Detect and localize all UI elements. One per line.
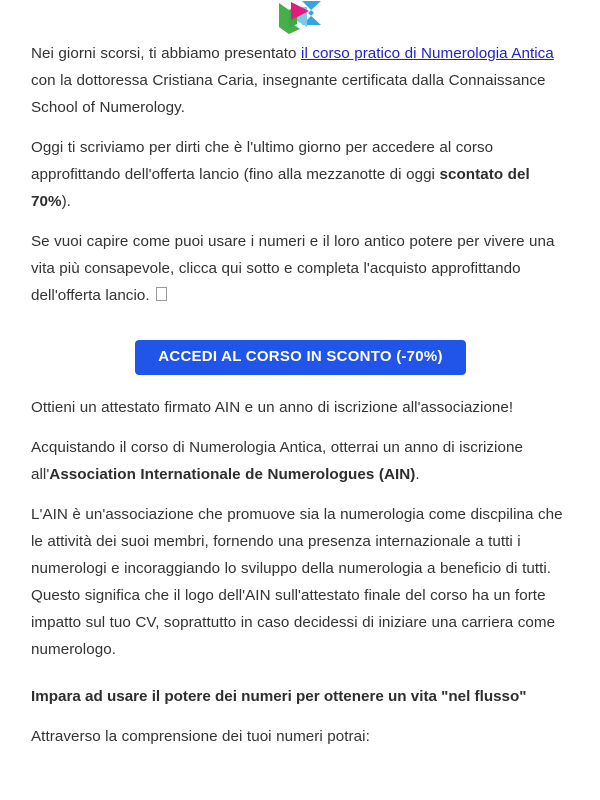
- cta-lead-text: Se vuoi capire come puoi usare i numeri e il loro antico potere per vivere una vita più consapevole, clicca qui sotto e completa l'acquisto approfittando dell'offerta lancio.: [31, 233, 555, 304]
- offer-text-lead: Oggi ti scriviamo per dirti che è l'ultimo giorno per accedere al corso approfittando dell'offerta lancio (fino alla mezzanotte di oggi: [31, 139, 494, 183]
- membership-text-lead: Acquistando il corso di Numerologia Antica, otterrai un anno di iscrizione all': [31, 439, 523, 483]
- email-content: [0, 40, 600, 750]
- paragraph-certificate: [31, 394, 570, 421]
- intro-text-before-link: Nei giorni scorsi, ti abbiamo presentato: [31, 45, 302, 62]
- paragraph-offer: [31, 134, 570, 215]
- course-link[interactable]: il corso pratico di Numerologia Antica: [301, 45, 554, 62]
- section-heading-flow: Impara ad usare il potere dei numeri per ottenere un vita "nel flusso": [31, 688, 527, 705]
- paragraph-cv-impact: [31, 582, 570, 663]
- intro-text-after-link: con la dottoressa Cristiana Caria, insegnante certificata dalla Connaissance School of Numerology.: [31, 72, 546, 116]
- logo-header: [0, 0, 600, 40]
- paragraph-benefits-intro: Attraverso la comprensione dei tuoi numeri potrai:: [31, 728, 370, 745]
- paragraph-intro: [31, 40, 570, 121]
- cv-impact-text: Questo significa che il logo dell'AIN sull'attestato finale del corso ha un forte impatto sul tuo CV, soprattutto in caso decidessi di iniziare una carriera come numerologo.: [31, 587, 556, 658]
- paragraph-membership: [31, 434, 570, 488]
- offer-discount-bold: scontato del 70%: [31, 166, 530, 210]
- ain-description-text: L'AIN è un'associazione che promuove sia la numerologia come discpilina che le attività dei suoi membri, fornendo una presenza internazionale a tutti i numerologi e incoraggiando lo sviluppo della numerologia a beneficio di tutti.: [31, 506, 563, 577]
- missing-glyph-icon: [156, 287, 167, 301]
- certificate-text: Ottieni un attestato firmato AIN e un anno di iscrizione all'associazione!: [31, 399, 514, 416]
- paragraph-call-to-action-text: [31, 228, 570, 309]
- brand-logo-icon: [276, 1, 324, 34]
- paragraph-ain-description: [31, 501, 570, 582]
- membership-text-tail: .: [415, 466, 420, 483]
- cta-button-row: [31, 322, 570, 394]
- access-course-discount-button[interactable]: ACCEDI AL CORSO IN SCONTO (-70%): [135, 340, 465, 375]
- association-name-bold: Association Internationale de Numerologues (AIN): [49, 466, 416, 483]
- offer-text-tail: ).: [61, 193, 71, 210]
